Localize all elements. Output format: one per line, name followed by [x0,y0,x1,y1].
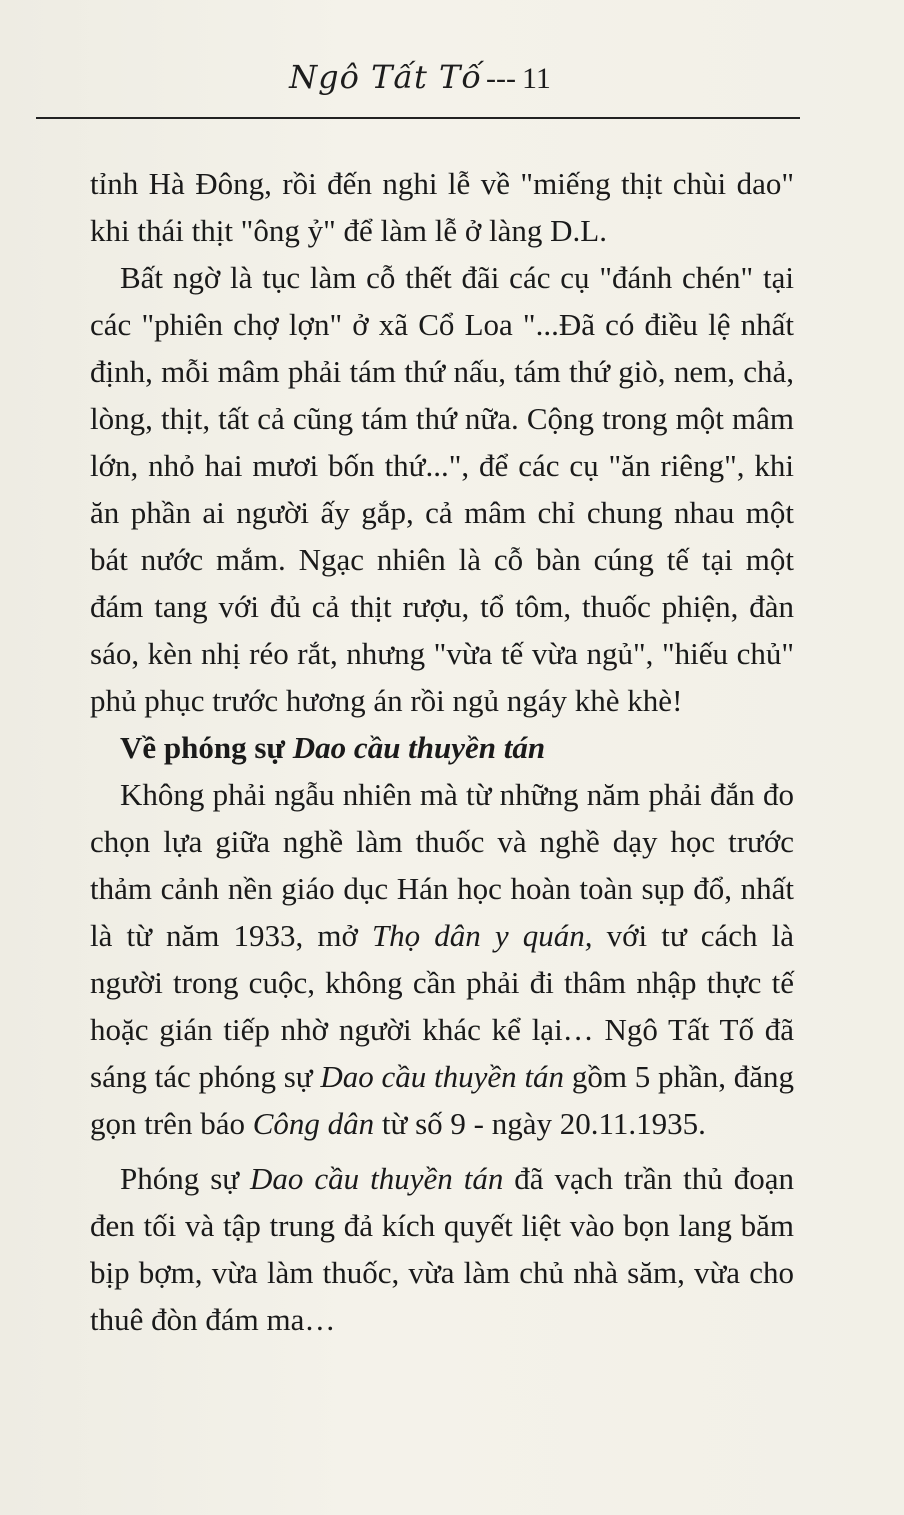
page-number: 11 [521,62,551,95]
paragraph-4-part-b: đã vạch trần thủ đoạn đen tối và tập trung đả kích quyết liệt vào bọn lang băm bịp bợm, vừa làm thuốc, vừa làm chủ nhà săm, vừa cho thuê đòn đám ma… [90,1161,795,1337]
paragraph-3-part-b: với tư cách là người trong cuộc, không cần phải đi thâm nhập thực tế hoặc gián tiếp nhờ người khác kể lại… Ngô Tất Tố đã sáng tác phóng sự [90,918,794,1094]
paragraph-3-italic-3: Công dân [252,1106,375,1141]
paragraph-3-part-a: Không phải ngẫu nhiên mà từ những năm phải đắn đo chọn lựa giữa nghề làm thuốc và nghề dạy học trước thảm cảnh nền giáo dục Hán học hoàn toàn sụp đổ, nhất là từ năm 1933, mở [90,777,794,953]
header-separator: --- [485,62,516,95]
paragraph-3-italic-1: Thọ dân y quán, [371,918,593,953]
paragraph-4-italic: Dao cầu thuyền tán [250,1161,504,1196]
paragraph-3-italic-2: Dao cầu thuyền tán [320,1059,565,1094]
section-heading [90,724,794,771]
paragraph-3 [90,771,794,1147]
paragraph-4 [90,1155,794,1343]
header-author: Ngô Tất Tố [289,58,482,96]
paragraph-3-part-c: gồm 5 phần, đăng gọn trên báo [90,1059,794,1141]
paragraph-4-part-a: Phóng sự [120,1161,251,1196]
section-heading-title: Dao cầu thuyền tán [292,730,546,765]
section-heading-plain: Về phóng sự [120,730,293,765]
paragraph-3-part-d: từ số 9 - ngày 20.11.1935. [374,1106,706,1141]
paragraph-2: Bất ngờ là tục làm cỗ thết đãi các cụ "đánh chén" tại các "phiên chợ lợn" ở xã Cổ Loa "...Đã có điều lệ nhất định, mỗi mâm phải tám thứ nấu, tám thứ giò, nem, chả, lòng, thịt, tất cả cũng tám thứ nữa. Cộng trong một mâm lớn, nhỏ hai mươi bốn thứ...", để các cụ "ăn riêng", khi ăn phần ai người ấy gắp, cả mâm chỉ chung nhau một bát nước mắm. Ngạc nhiên là cỗ bàn cúng tế tại một đám tang với đủ cả thịt rượu, tổ tôm, thuốc phiện, đàn sáo, kèn nhị réo rắt, nhưng "vừa tế vừa ngủ", "hiếu chủ" phủ phục trước hương án rồi ngủ ngáy khè khè! [90,260,794,718]
paragraph-1: tỉnh Hà Đông, rồi đến nghi lễ về "miếng thịt chùi dao" khi thái thịt "ông ỷ" để làm lễ ở làng D.L. [90,166,794,248]
page-body [90,160,794,1343]
header-rule [36,117,800,119]
running-header [40,58,800,106]
